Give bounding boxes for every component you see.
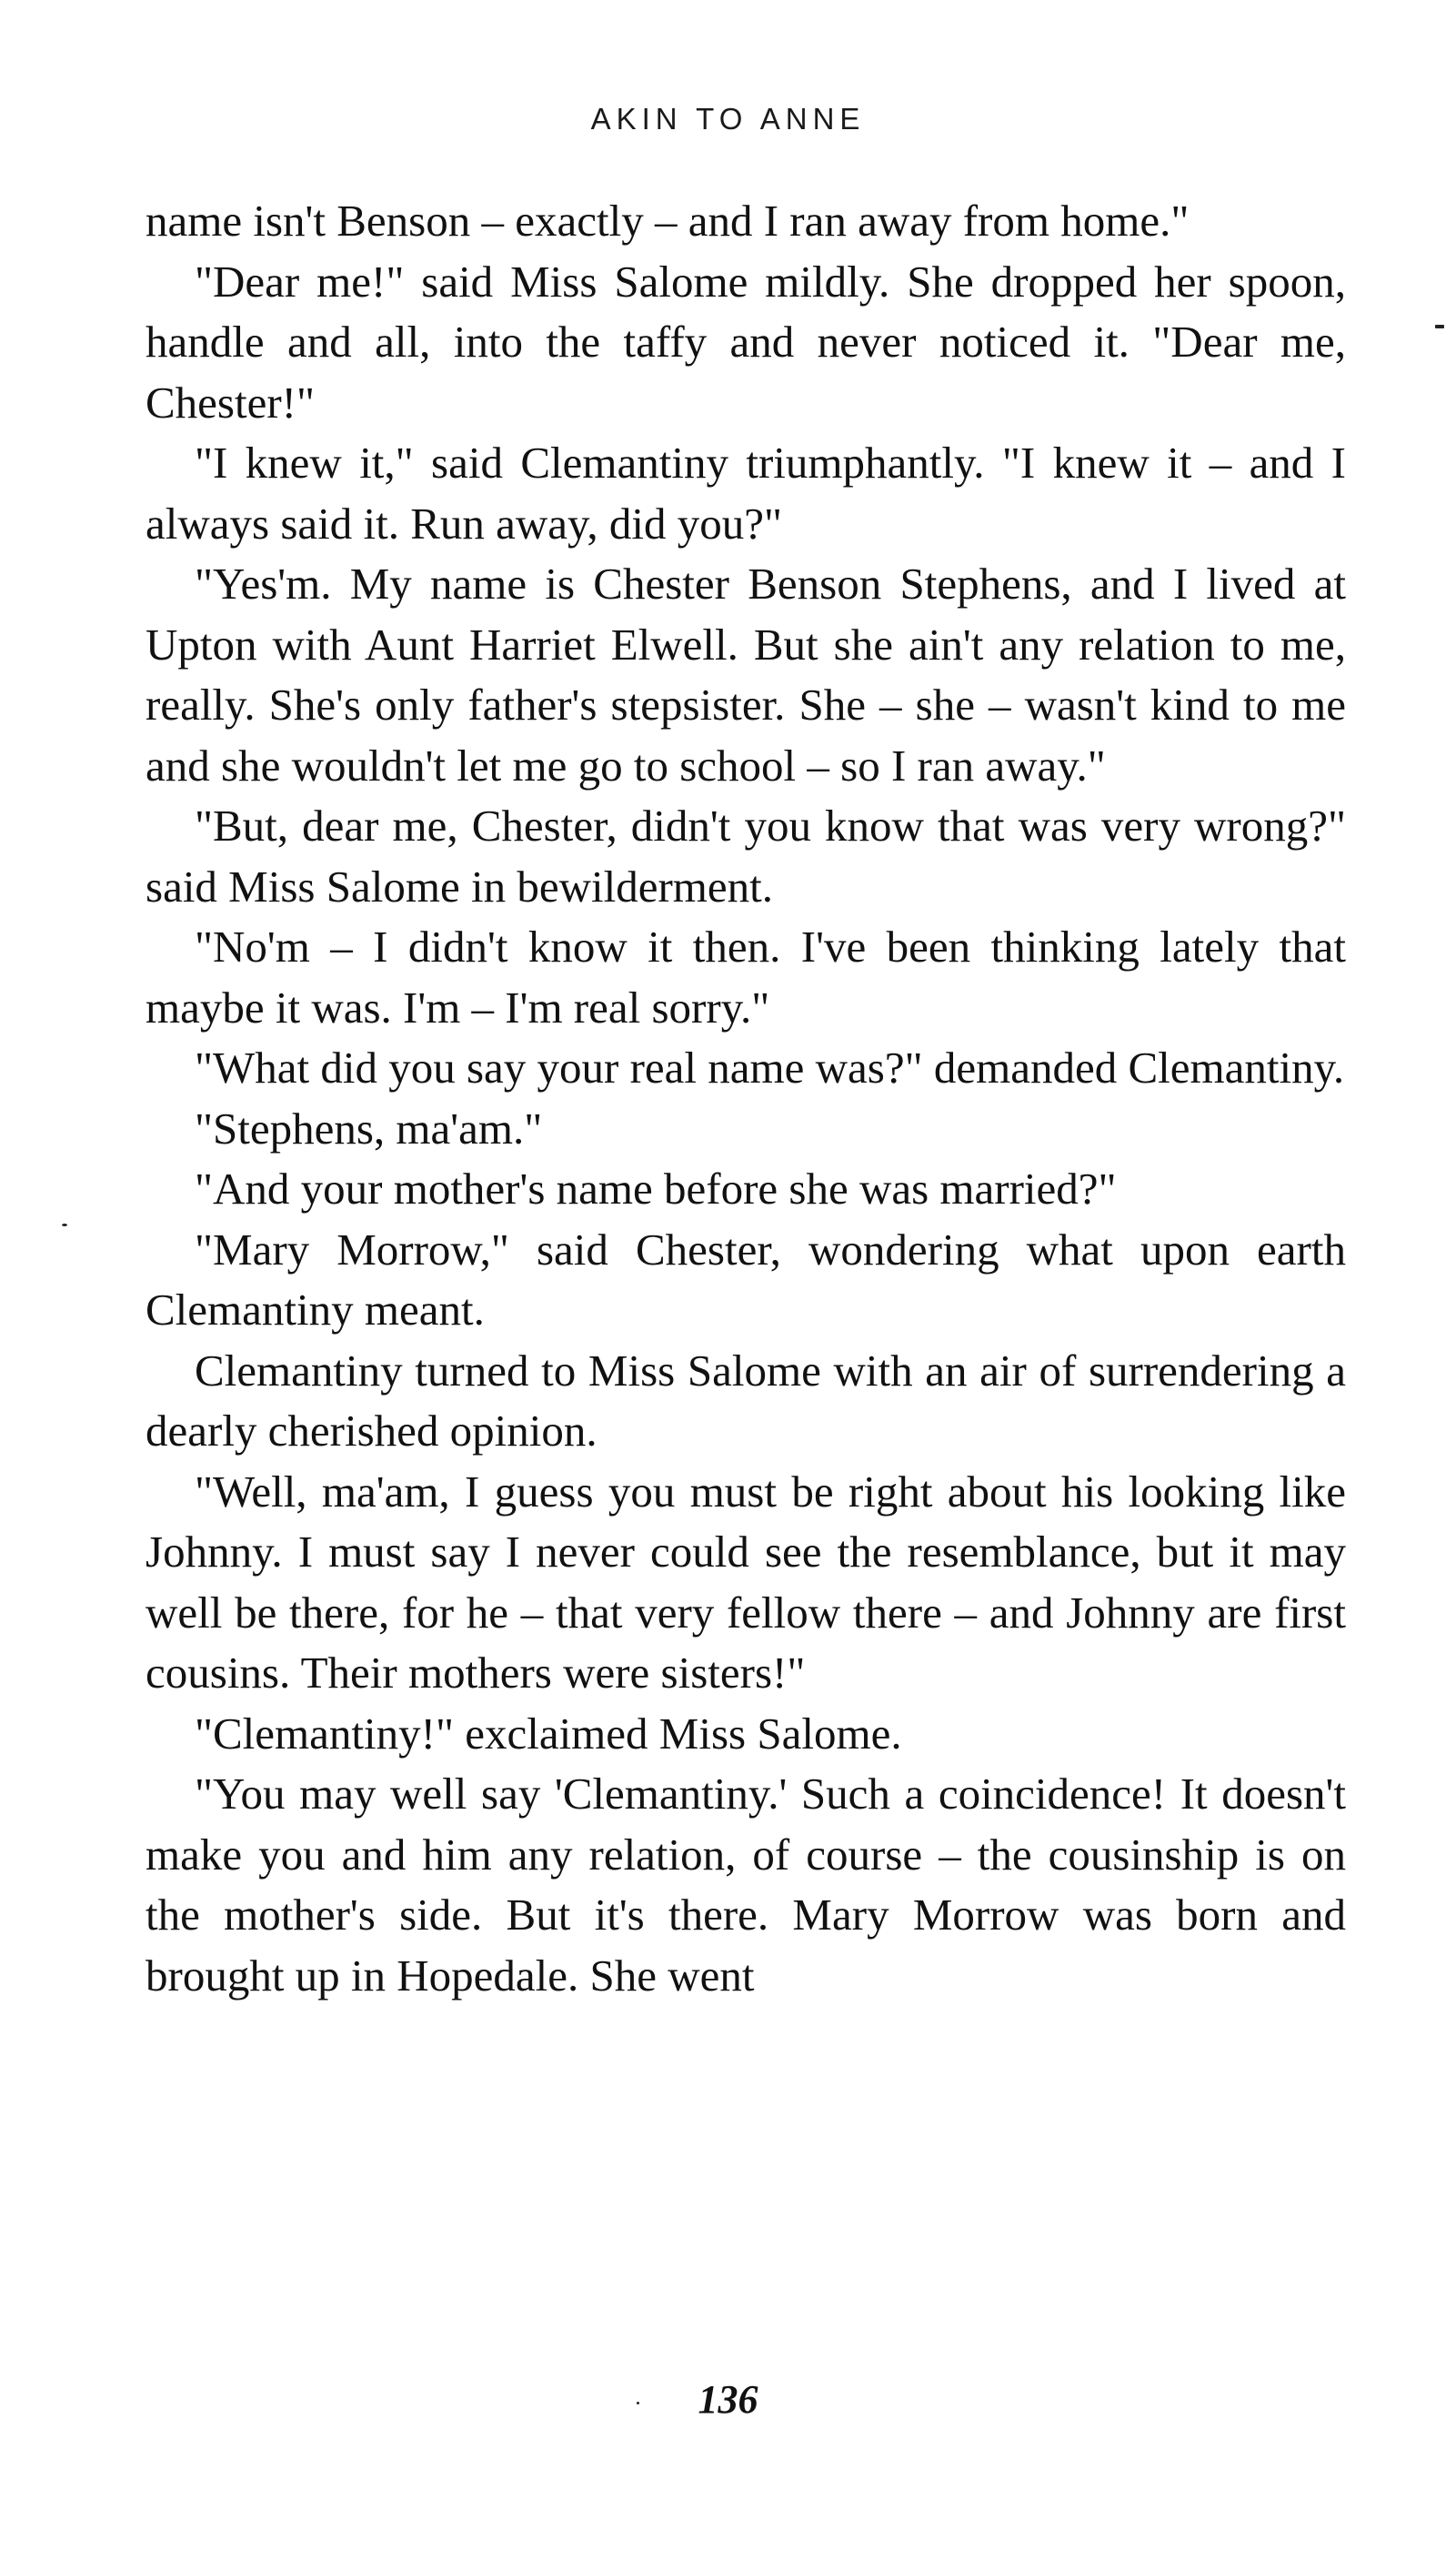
paragraph: name isn't Benson – exactly – and I ran away from home." <box>146 196 1190 246</box>
paragraph: "Well, ma'am, I guess you must be right about his looking like Johnny. I must say I never could see the resemblance, but it may well be there, for he – that very fellow there – and Johnny are first cousins. Their mothers were sisters!" <box>146 1466 1346 1698</box>
paragraph: "I knew it," said Clemantiny triumphantly. "I knew it – and I always said it. Run away, did you?" <box>146 438 1346 549</box>
paragraph: "What did you say your real name was?" demanded Clemantiny. <box>195 1043 1345 1093</box>
scan-speck <box>637 2402 639 2404</box>
scan-speck <box>1435 325 1444 328</box>
paragraph: "Stephens, ma'am." <box>195 1103 543 1154</box>
paragraph: "Mary Morrow," said Chester, wondering what upon earth Clemantiny meant. <box>146 1224 1346 1335</box>
paragraph: "Dear me!" said Miss Salome mildly. She dropped her spoon, handle and all, into the taffy and never noticed it. "Dear me, Chester!" <box>146 256 1346 428</box>
paragraph: "You may well say 'Clemantiny.' Such a coincidence! It doesn't make you and him any relation, of course – the cousinship is on the mother's side. But it's there. Mary Morrow was born and brought up in Hopedale. She went <box>146 1769 1346 2001</box>
paragraph: "Yes'm. My name is Chester Benson Stephens, and I lived at Upton with Aunt Harriet Elwell. But she ain't any relation to me, really. She's only father's stepsister. She – she – wasn't kind to me and she wouldn't let me go to school – so I ran away." <box>146 559 1346 791</box>
page-number: 136 <box>698 2377 758 2422</box>
paragraph: "No'm – I didn't know it then. I've been thinking lately that maybe it was. I'm – I'm real sorry." <box>146 922 1346 1033</box>
paragraph: "But, dear me, Chester, didn't you know that was very wrong?" said Miss Salome in bewilderment. <box>146 801 1346 912</box>
paragraph: "And your mother's name before she was married?" <box>195 1164 1117 1214</box>
paragraph: "Clemantiny!" exclaimed Miss Salome. <box>195 1708 902 1759</box>
scan-speck <box>62 1224 67 1226</box>
body-text <box>146 191 1346 2006</box>
running-head: AKIN TO ANNE <box>590 102 866 136</box>
paragraph: Clemantiny turned to Miss Salome with an air of surrendering a dearly cherished opinion. <box>146 1345 1346 1456</box>
